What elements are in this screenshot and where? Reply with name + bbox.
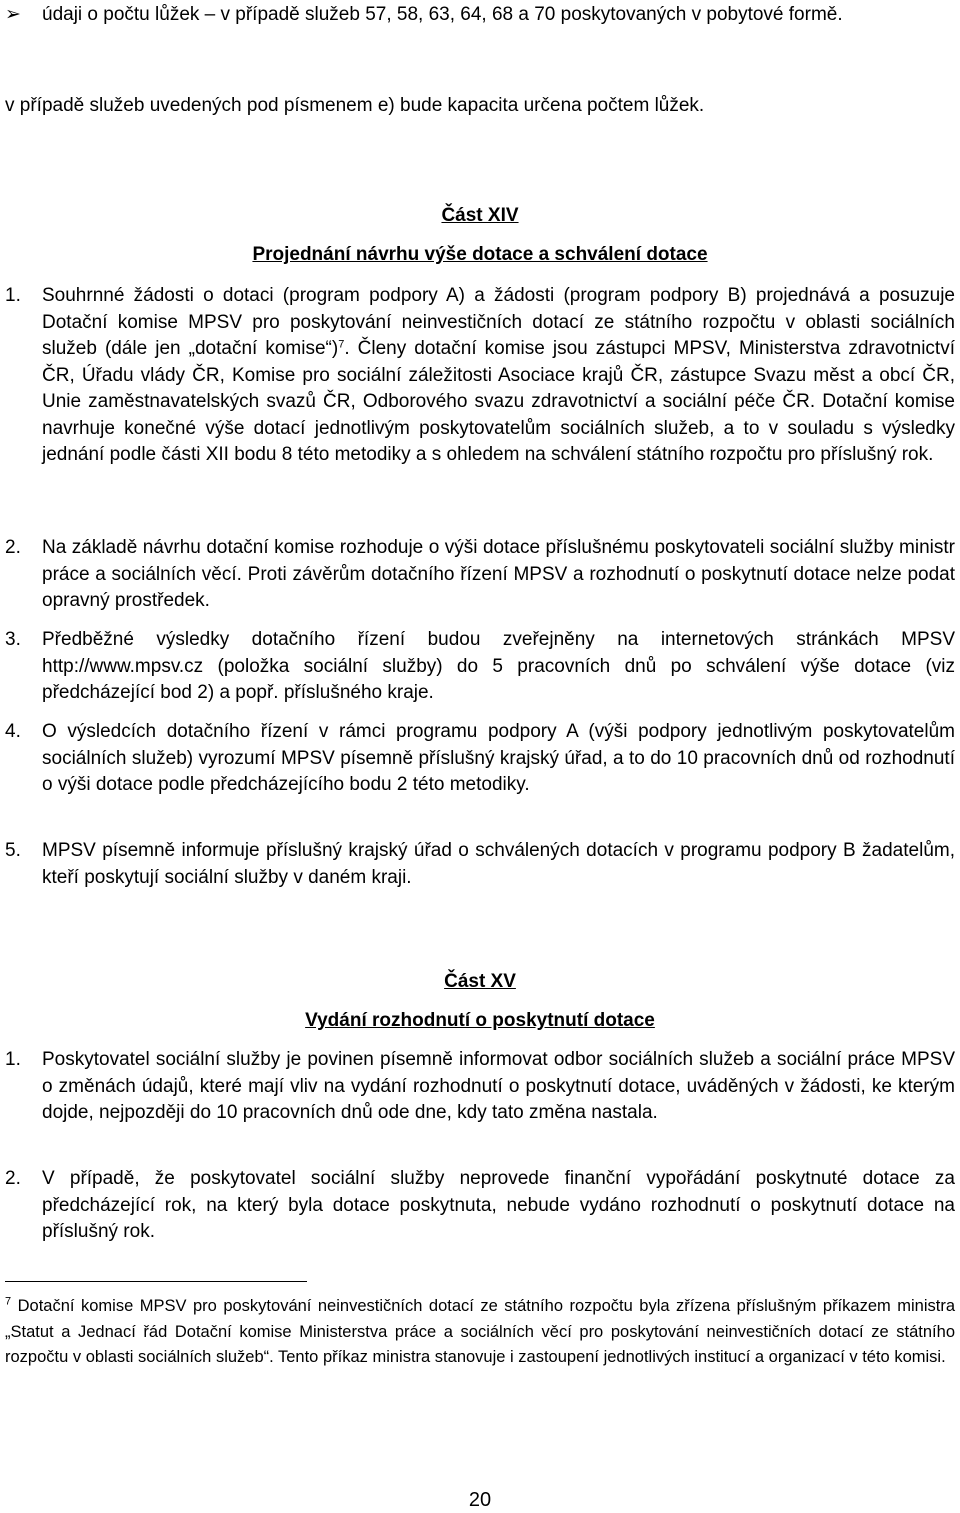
item-number: 1. — [5, 285, 21, 306]
item-number: 3. — [5, 629, 21, 650]
item-number: 5. — [5, 840, 21, 861]
part15-item-2 — [5, 1166, 955, 1246]
arrow-bullet-icon: ➢ — [5, 4, 21, 25]
part14-item-2 — [5, 535, 955, 615]
intro-bullet-text: údaji o počtu lůžek – v případě služeb 57, 58, 63, 64, 68 a 70 poskytovaných v pobytové formě. — [42, 4, 843, 25]
part14-item-5 — [5, 838, 955, 891]
item-number: 2. — [5, 537, 21, 558]
item-text-part-b: . Členy dotační komise jsou zástupci MPSV, Ministerstva zdravotnictví ČR, Úřadu vlády ČR, Komise pro sociální záležitosti Asociace krajů ČR, zástupce Svazu měst a obcí ČR, Unie zaměstnavatelských svazů ČR, Odborového svazu zdravotnictví a sociální péče ČR. Dotační komise navrhuje konečné výše dotací jednotlivým poskytovatelům sociálních služeb, a to v souladu s výsledky jednání podle části XII bodu 8 této metodiky a s ohledem na schválení státního rozpočtu pro příslušný rok. — [42, 338, 955, 465]
item-text: Na základě návrhu dotační komise rozhoduje o výši dotace příslušnému poskytovateli sociální služby ministr práce a sociálních věcí. Proti závěrům dotačního řízení MPSV a rozhodnutí o poskytnutí dotace nelze podat opravný prostředek. — [42, 537, 955, 611]
part14-item-4 — [5, 719, 955, 799]
part14-item-1 — [5, 283, 955, 469]
item-text: Předběžné výsledky dotačního řízení budou zveřejněny na internetových stránkách MPSV http://www.mpsv.cz (položka sociální služby) do 5 pracovních dnů po schválení výše dotace (viz předcházející bod 2) a popř. příslušného kraje. — [42, 629, 955, 703]
item-number: 4. — [5, 721, 21, 742]
item-text: V případě, že poskytovatel sociální služby neprovede finanční vypořádání poskytnuté dotace za předcházející rok, na který byla dotace poskytnuta, nebude vydáno rozhodnutí o poskytnutí dotace na příslušný rok. — [42, 1168, 955, 1242]
footnote-ref[interactable]: 7 — [338, 338, 345, 351]
intro-bullet — [5, 2, 955, 28]
footnote — [5, 1294, 955, 1371]
item-number: 2. — [5, 1168, 21, 1189]
page-number: 20 — [468, 1489, 492, 1511]
part15-subtitle: Vydání rozhodnutí o poskytnutí dotace — [305, 1010, 655, 1031]
item-text — [42, 283, 955, 469]
item-text: Poskytovatel sociální služby je povinen písemně informovat odbor sociálních služeb a sociální práce MPSV o změnách údajů, které mají vliv na vydání rozhodnutí o poskytnutí dotace, uváděných v žádosti, ke kterým dojde, nejpozději do 10 pracovních dnů ode dne, kdy tato změna nastala. — [42, 1049, 955, 1123]
part14-subtitle: Projednání návrhu výše dotace a schválení dotace — [252, 244, 708, 265]
item-text: MPSV písemně informuje příslušný krajský úřad o schválených dotacích v programu podpory B žadatelům, kteří poskytují sociální služby v daném kraji. — [42, 840, 955, 888]
intro-note: v případě služeb uvedených pod písmenem e) bude kapacita určena počtem lůžek. — [5, 95, 705, 116]
part14-item-3 — [5, 627, 955, 707]
part15-item-1 — [5, 1047, 955, 1127]
item-text: O výsledcích dotačního řízení v rámci programu podpory A (výši podpory jednotlivým poskytovatelům sociálních služeb) vyrozumí MPSV písemně příslušný krajský úřad, a to do 10 pracovních dnů od rozhodnutí o výši dotace podle předcházejícího bodu 2 této metodiky. — [42, 721, 955, 795]
footnote-marker: 7 — [5, 1295, 12, 1308]
item-number: 1. — [5, 1049, 21, 1070]
item-text-part-a: Souhrnné žádosti o dotaci (program podpory A) a žádosti (program podpory B) projednává a posuzuje Dotační komise MPSV pro poskytování neinvestičních dotací ze státního rozpočtu v oblasti sociálních služeb (dále jen „dotační komise“) — [42, 285, 955, 359]
part14-title: Část XIV — [441, 205, 519, 226]
part15-title: Část XV — [444, 971, 516, 992]
footnote-text: Dotační komise MPSV pro poskytování neinvestičních dotací ze státního rozpočtu byla zřízena příslušným příkazem ministra „Statut a Jednací řád Dotační komise Ministerstva práce a sociálních věcí pro poskytování neinvestičních dotací ze státního rozpočtu v oblasti sociálních služeb“. Tento příkaz ministra stanovuje i zastoupení jednotlivých institucí a organizací v této komisi. — [5, 1297, 955, 1366]
footnote-separator — [5, 1281, 307, 1282]
